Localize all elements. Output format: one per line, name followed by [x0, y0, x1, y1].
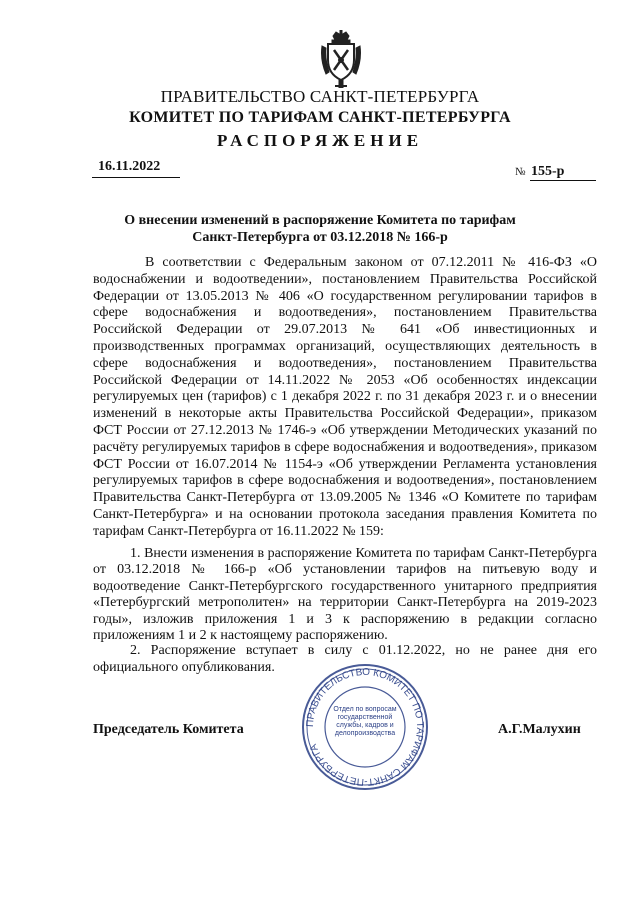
government-heading: ПРАВИТЕЛЬСТВО САНКТ-ПЕТЕРБУРГА: [160, 87, 480, 106]
number-underline: [530, 180, 596, 181]
number-label: №: [515, 166, 526, 178]
subject-line-1: О внесении изменений в распоряжение Комитета по тарифам: [124, 213, 516, 228]
document-number: [515, 164, 564, 180]
date-underline: [92, 177, 180, 178]
signatory-name: А.Г.Малухин: [498, 722, 581, 737]
stamp-inner-text: Отдел по вопросам государственной службы, кадров и делопроизводства: [333, 706, 397, 737]
document-date: 16.11.2022: [98, 159, 161, 174]
document-type-heading: РАСПОРЯЖЕНИЕ: [216, 131, 424, 150]
subject-line-2: Санкт-Петербурга от 03.12.2018 № 166-р: [192, 230, 448, 245]
clause-2: 2. Распоряжение вступает в силу с 01.12.2022, но не ранее дня его официального опубликования.: [93, 643, 597, 675]
signatory-title: Председатель Комитета: [93, 722, 244, 737]
coat-of-arms-icon: [320, 30, 362, 88]
official-stamp: [300, 662, 430, 792]
committee-heading: КОМИТЕТ ПО ТАРИФАМ САНКТ-ПЕТЕРБУРГА: [129, 109, 511, 126]
stamp-outer-text: ПРАВИТЕЛЬСТВО КОМИТЕТ ПО ТАРИФАМ САНКТ-ПЕТЕРБУРГА: [304, 666, 426, 788]
preamble-paragraph: В соответствии с Федеральным законом от 07.12.2011 № 416-ФЗ «О водоснабжении и водоотведении», постановлением Правительства Российской Федерации от 13.05.2013 № 406 «О государственном регулировании тарифов в сфере водоснабжения и водоотведения», постановлением Правительства Российской Федерации от 29.07.2013 № 641 «Об инвестиционных и производственных программах организаций, осуществляющих деятельность в сфере водоснабжения и водоотведения», постановлением Правительства Российской Федерации от 14.11.2022 № 2053 «Об особенностях индексации регулируемых цен (тарифов) с 1 декабря 2022 г. по 31 декабря 2023 г. и о внесении изменений в некоторые акты Правительства Российской Федерации», приказом ФСТ России от 27.12.2013 № 1746-э «Об утверждении Методических указаний по расчёту регулируемых тарифов в сфере водоснабжения и водоотведения», приказом ФСТ России от 16.07.2014 № 1154-э «Об утверждении Регламента установления регулируемых тарифов в сфере водоснабжения и водоотведения», постановлением Правительства Санкт-Петербурга от 13.09.2005 № 1346 «О Комитете по тарифам Санкт-Петербурга» и на основании протокола заседания правления Комитета по тарифам Санкт-Петербурга от 16.11.2022 № 159:: [93, 255, 597, 539]
number-value: 155-р: [531, 164, 565, 179]
clause-1: 1. Внести изменения в распоряжение Комитета по тарифам Санкт-Петербурга от 03.12.2018 № 166-р «Об установлении тарифов на питьевую воду и водоотведение Санкт-Петербургского государственного унитарного предприятия «Петербургский метрополитен» на территории Санкт-Петербурга на 2019-2023 годы», изложив приложения 1 и 3 к распоряжению в редакции согласно приложениям 1 и 2 к настоящему распоряжению.: [93, 546, 597, 644]
